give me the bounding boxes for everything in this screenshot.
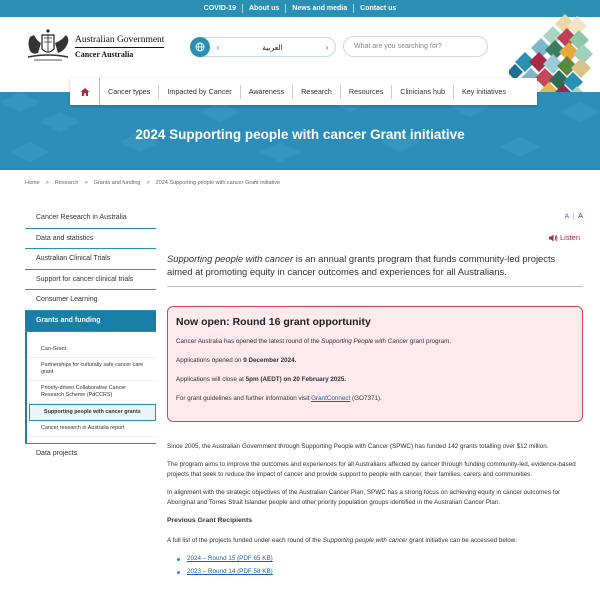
grantconnect-link[interactable]: GrantConnect: [311, 395, 351, 402]
breadcrumb-research[interactable]: Research: [54, 180, 79, 186]
previous-recipients-heading: Previous Grant Recipients: [167, 517, 252, 524]
body-paragraph-funding: Since 2005, the Australian Government through Supporting People with Cancer (SPWC) has funded 142 grants totalling over $12 million.: [167, 443, 549, 450]
sidebar-subitem-supporting-people[interactable]: Supporting people with cancer grants: [29, 404, 156, 421]
breadcrumb-grants[interactable]: Grants and funding: [93, 180, 141, 186]
intro-paragraph: [167, 252, 583, 287]
announcement-open-date: Applications opened on 9 December 2024.: [176, 357, 297, 364]
sidebar-item-clinical-trials[interactable]: Australian Clinical Trials: [25, 249, 156, 270]
recipient-link-round14[interactable]: 2023 – Round 14 (PDF 58 KB): [187, 567, 583, 577]
sidebar-subitem-pdccrs[interactable]: Priority-driven Collaborative Cancer Research Scheme (PdCCRS): [27, 381, 156, 404]
listen-button[interactable]: [549, 233, 580, 242]
sidebar-item-consumer-learning[interactable]: Consumer Learning: [25, 290, 156, 311]
nav-item-resources[interactable]: Resources: [341, 85, 392, 99]
sidebar-item-data-projects[interactable]: Data projects: [36, 449, 78, 457]
body-paragraph-list-intro: A full list of the projects funded under each round of the Supporting people with cancer grant initiative can be accessed below:: [167, 537, 518, 544]
breadcrumb-separator: >: [45, 180, 49, 186]
announcement-box: [167, 306, 583, 422]
home-icon: [80, 87, 90, 97]
breadcrumb-separator: >: [146, 180, 150, 186]
coat-of-arms-icon: [24, 29, 72, 65]
body-content: [167, 442, 583, 580]
sidebar-item-data-statistics[interactable]: Data and statistics: [25, 229, 156, 250]
nav-item-clinicians-hub[interactable]: Clinicians hub: [392, 85, 454, 99]
breadcrumb: [25, 180, 280, 186]
font-size-controls: [565, 211, 583, 220]
breadcrumb-separator: >: [84, 180, 88, 186]
breadcrumb-home[interactable]: Home: [25, 180, 40, 186]
sidebar-item-grants-funding[interactable]: Grants and funding: [25, 311, 156, 332]
topbar-link-about[interactable]: About us: [242, 4, 285, 13]
speaker-icon: [549, 234, 558, 242]
recipient-link-round15[interactable]: 2024 – Round 15 (PDF 65 KB): [187, 554, 583, 564]
sidebar-subitem-partnerships[interactable]: Partnerships for culturally safe cancer care grant: [27, 358, 156, 381]
page-title: 2024 Supporting people with cancer Grant initiative: [135, 127, 465, 142]
sidebar-subitem-research-report[interactable]: Cancer research in Australia report: [27, 421, 156, 437]
sidebar-item-cancer-research[interactable]: Cancer Research in Australia: [25, 208, 156, 229]
font-size-separator: |: [572, 213, 575, 220]
font-decrease-button[interactable]: A: [564, 213, 569, 220]
body-paragraph-alignment: In alignment with the strategic objectives of the Australian Cancer Plan, SPWC has a strong focus on achieving equity in cancer outcomes for Aboriginal and Torres Strait Islander people and other priority population groups identified in the Australian Cancer Plan.: [167, 489, 561, 506]
main-navigation: [70, 78, 537, 105]
logo-text: [75, 35, 164, 59]
listen-label: Listen: [559, 233, 580, 242]
nav-item-research[interactable]: Research: [293, 85, 341, 99]
announcement-more-info: For grant guidelines and further information visit GrantConnect (GO7371).: [176, 395, 382, 402]
body-paragraph-aims: The program aims to improve the outcomes and experiences for all Australians affected by cancer through funding community-led, evidence-based projects that seek to reduce the impact of cancer and provide support to people with cancer, their families, carers and communities.: [167, 461, 576, 478]
sidebar-submenu: [25, 332, 156, 444]
language-prev-button[interactable]: ‹: [216, 42, 220, 52]
logo-line-government: Australian Government: [75, 35, 164, 48]
intro-text: is an annual grants program that funds community-led projects aimed at promoting equity in cancer outcomes and experiences for all Australians.: [167, 253, 556, 277]
breadcrumb-current: 2024 Supporting people with cancer Grant initiative: [155, 180, 281, 186]
announcement-heading: Now open: Round 16 grant opportunity: [176, 316, 371, 328]
language-selector[interactable]: [190, 37, 336, 57]
search-input[interactable]: What are you searching for?: [343, 36, 488, 57]
site-logo[interactable]: [24, 29, 164, 65]
logo-line-agency: Cancer Australia: [75, 50, 134, 59]
recipient-list: [167, 554, 583, 577]
topbar-link-covid[interactable]: COVID-19: [203, 5, 236, 12]
globe-icon: [190, 37, 210, 57]
announcement-close-date: Applications will close at 5pm (AEDT) on 20 February 2025.: [176, 376, 347, 383]
nav-item-impacted-by-cancer[interactable]: Impacted by Cancer: [159, 85, 240, 99]
nav-item-key-initiatives[interactable]: Key initiatives: [462, 86, 506, 96]
topbar-link-contact[interactable]: Contact us: [353, 4, 402, 13]
intro-program-name: Supporting people with cancer: [167, 253, 294, 264]
home-button[interactable]: [70, 78, 100, 105]
announcement-p1: Cancer Australia has opened the latest round of the Supporting People with Cancer grant program.: [176, 338, 452, 345]
section-sidebar: [25, 208, 156, 464]
nav-item-awareness[interactable]: Awareness: [241, 85, 293, 99]
language-next-button[interactable]: ›: [325, 42, 329, 52]
sidebar-subitem-can-grant[interactable]: Can-Grant: [27, 342, 156, 358]
sidebar-item-trials-support[interactable]: Support for cancer clinical trials: [25, 270, 156, 291]
font-increase-button[interactable]: A: [577, 211, 583, 220]
nav-item-cancer-types[interactable]: Cancer types: [100, 85, 159, 99]
topbar-link-news[interactable]: News and media: [285, 4, 353, 13]
language-value: العربية: [262, 42, 283, 52]
